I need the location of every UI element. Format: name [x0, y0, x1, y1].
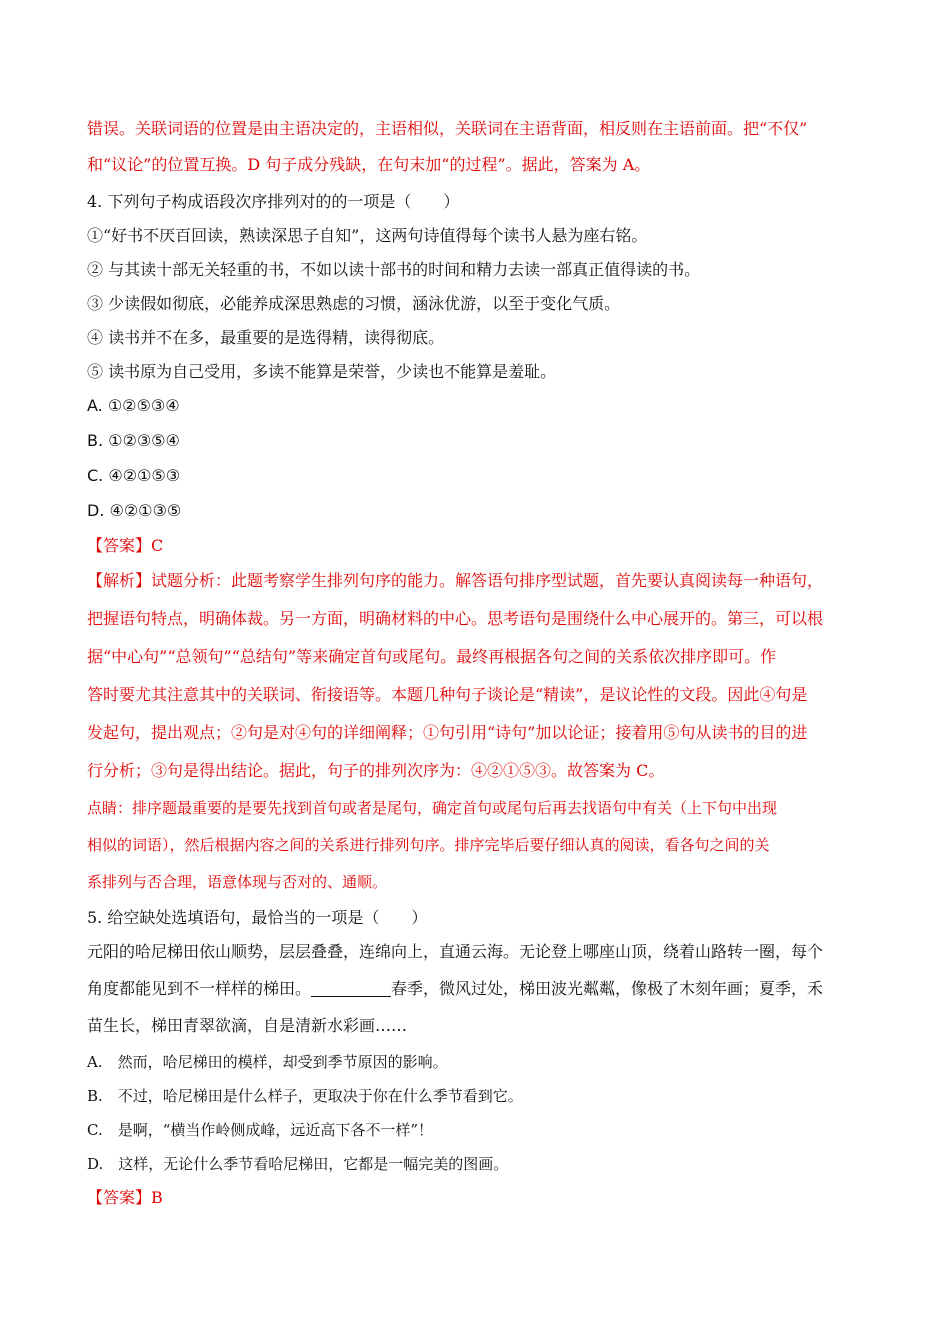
option-d: D. ④②①③⑤ — [87, 501, 182, 520]
question-5-title: 5. 给空缺处选填语句，最恰当的一项是（ ） — [87, 908, 428, 927]
answer-5: 【答案】B — [87, 1188, 163, 1207]
explanation-line-1: 【解析】试题分析：此题考察学生排列句序的能力。解答语句排序型试题，首先要认真阅读每一种语句， — [87, 571, 824, 590]
question-4-title: 4. 下列句子构成语段次序排列对的的一项是（ ） — [87, 192, 460, 211]
q5-option-d: D. 这样，无论什么季节看哈尼梯田，它都是一幅完美的图画。 — [87, 1155, 509, 1173]
q5-option-c: C. 是啊，“横当作岭侧成峰，远近高下各不一样”！ — [87, 1121, 434, 1139]
sentence-3: ③ 少读假如彻底，必能养成深思熟虑的习惯，涵泳优游，以至于变化气质。 — [87, 294, 621, 313]
q5-option-b: B. 不过，哈尼梯田是什么样子，更取决于你在什么季节看到它。 — [87, 1087, 523, 1105]
sentence-5: ⑤ 读书原为自己受用，多读不能算是荣誉，少读也不能算是羞耻。 — [87, 362, 557, 381]
passage-line-2 — [87, 978, 877, 1000]
passage-line-1: 元阳的哈尼梯田依山顺势，层层叠叠，连绵向上，直通云海。无论登上哪座山顶，绕着山路转一圈，每个 — [87, 942, 824, 961]
tip-line-1: 点睛：排序题最重要的是要先找到首句或者是尾句，确定首句或尾句后再去找语句中有关（上下句中出现 — [87, 799, 778, 817]
option-a: A. ①②⑤③④ — [87, 396, 180, 415]
analysis-line-1: 错误。关联词语的位置是由主语决定的，主语相似，关联词在主语背面，相反则在主语前面。把“不仅” — [87, 119, 808, 138]
analysis-line-2: 和“议论”的位置互换。D 句子成分残缺，在句末加“的过程”。据此，答案为 A。 — [87, 155, 651, 174]
explanation-line-2: 把握语句特点，明确体裁。另一方面，明确材料的中心。思考语句是围绕什么中心展开的。第三，可以根 — [87, 609, 824, 628]
explanation-line-3: 据“中心句”“总领句”“总结句”等来确定首句或尾句。最终再根据各句之间的关系依次排序即可。作 — [87, 647, 777, 666]
tip-line-2: 相似的词语），然后根据内容之间的关系进行排列句序。排序完毕后要仔细认真的阅读，看各句之间的关 — [87, 836, 770, 854]
passage-line-2-end: 春季，微风过处，梯田波光粼粼，像极了木刻年画；夏季，禾 — [391, 979, 824, 998]
option-c: C. ④②①⑤③ — [87, 466, 181, 485]
explanation-line-5: 发起句，提出观点；②句是对④句的详细阐释；①句引用“诗句”加以论证；接着用⑤句从读书的目的进 — [87, 723, 808, 742]
passage-line-3: 苗生长，梯田青翠欲滴，自是清新水彩画…… — [87, 1016, 408, 1035]
explanation-line-6: 行分析；③句是得出结论。据此，句子的排列次序为：④②①⑤③。故答案为 C。 — [87, 761, 665, 780]
sentence-2: ② 与其读十部无关轻重的书，不如以读十部书的时间和精力去读一部真正值得读的书。 — [87, 260, 701, 279]
answer-4: 【答案】C — [87, 536, 164, 555]
passage-line-2-start: 角度都能见到不一样样的梯田。 — [87, 979, 312, 998]
sentence-1: ①“好书不厌百回读，熟读深思子自知”，这两句诗值得每个读书人悬为座右铭。 — [87, 226, 648, 245]
sentence-4: ④ 读书并不在多，最重要的是选得精，读得彻底。 — [87, 328, 445, 347]
option-b: B. ①②③⑤④ — [87, 431, 180, 450]
explanation-line-4: 答时要尤其注意其中的关联词、衔接语等。本题几种句子谈论是“精读”，是议论性的文段。因此④句是 — [87, 685, 808, 704]
tip-line-3: 系排列与否合理，语意体现与否对的、通顺。 — [87, 873, 388, 891]
fill-blank — [311, 980, 391, 997]
q5-option-a: A. 然而，哈尼梯田的模样，却受到季节原因的影响。 — [87, 1053, 448, 1071]
